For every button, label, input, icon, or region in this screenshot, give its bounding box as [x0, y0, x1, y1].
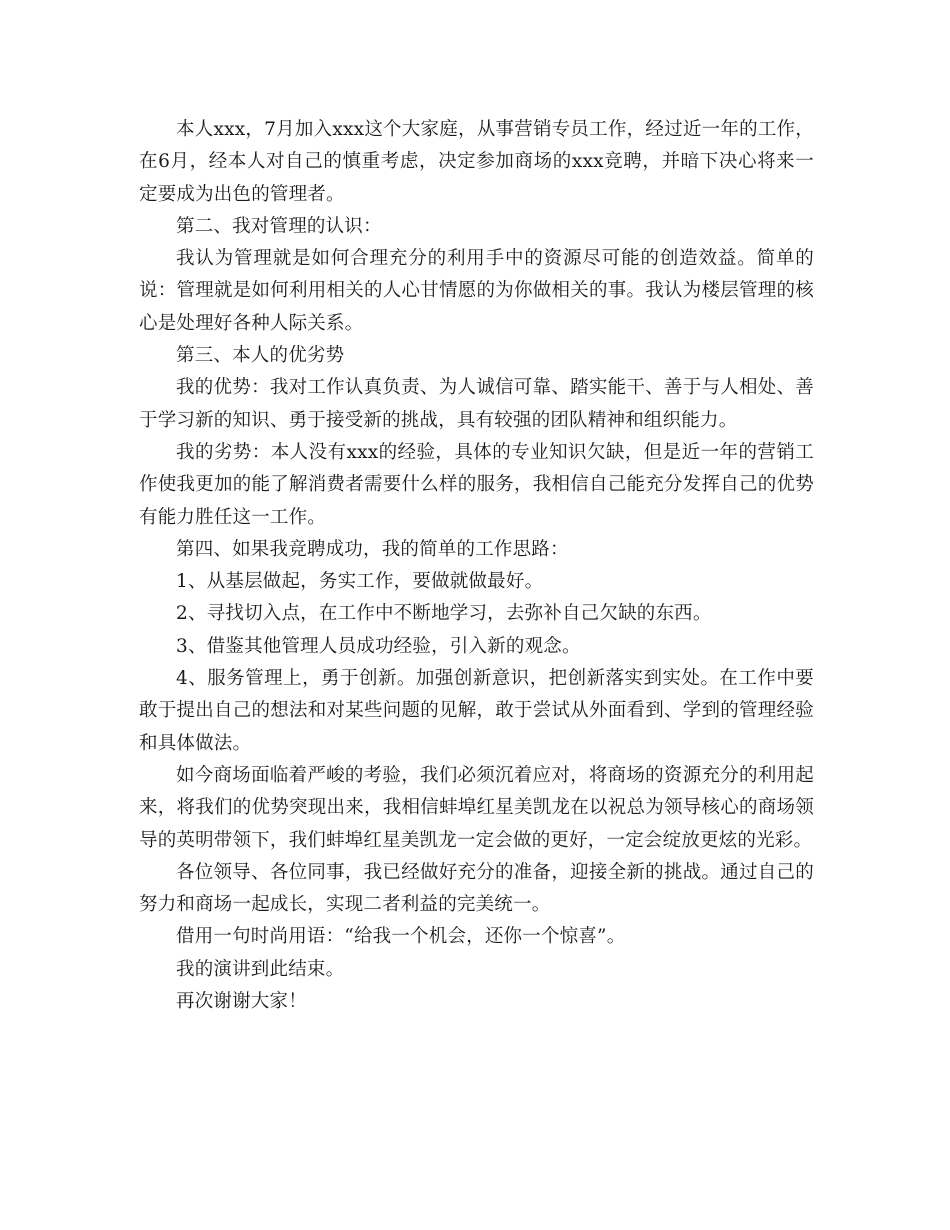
heading-section-4: 第四、如果我竞聘成功，我的简单的工作思路： [176, 538, 569, 560]
paragraph-readiness: 各位领导、各位同事，我已经做好充分的准备，迎接全新的挑战。通过自己的努力和商场一起成长，实现二者利益的完美统一。 [139, 861, 814, 916]
document-body [139, 114, 814, 1018]
paragraph-challenge: 如今商场面临着严峻的考验，我们必须沉着应对，将商场的资源充分的利用起来，将我们的优势突现出来，我相信蚌埠红星美凯龙在以祝总为领导核心的商场领导的英明带领下，我们蚌埠红星美凯龙一定会做的更好，一定会绽放更炫的光彩。 [139, 764, 814, 851]
paragraph-thanks: 再次谢谢大家！ [176, 991, 307, 1013]
list-item-1: 1、从基层做起，务实工作，要做就做最好。 [176, 571, 544, 593]
heading-section-3: 第三、本人的优劣势 [176, 345, 345, 367]
paragraph-weaknesses: 我的劣势：本人没有xxx的经验，具体的专业知识欠缺，但是近一年的营销工作使我更加的能了解消费者需要什么样的服务，我相信自己能充分发挥自己的优势有能力胜任这一工作。 [139, 441, 814, 528]
list-item-4: 4、服务管理上，勇于创新。加强创新意识，把创新落实到实处。在工作中要敢于提出自己的想法和对某些问题的见解，敢于尝试从外面看到、学到的管理经验和具体做法。 [139, 668, 814, 754]
list-item-2: 2、寻找切入点，在工作中不断地学习，去弥补自己欠缺的东西。 [176, 603, 712, 625]
paragraph-intro: 本人xxx，7月加入xxx这个大家庭，从事营销专员工作，经过近一年的工作，在6月，经本人对自己的慎重考虑，决定参加商场的xxx竞聘，并暗下决心将来一定要成为出色的管理者。 [139, 119, 814, 205]
paragraph-quote: 借用一句时尚用语：“给我一个机会，还你一个惊喜”。 [176, 926, 626, 948]
list-item-3: 3、借鉴其他管理人员成功经验，引入新的观念。 [176, 635, 581, 657]
heading-section-2: 第二、我对管理的认识： [176, 215, 382, 237]
paragraph-closing: 我的演讲到此结束。 [176, 958, 345, 980]
paragraph-strengths: 我的优势：我对工作认真负责、为人诚信可靠、踏实能干、善于与人相处、善于学习新的知识、勇于接受新的挑战，具有较强的团队精神和组织能力。 [139, 377, 814, 431]
paragraph-management-view: 我认为管理就是如何合理充分的利用手中的资源尽可能的创造效益。简单的说：管理就是如何利用相关的人心甘情愿的为你做相关的事。我认为楼层管理的核心是处理好各种人际关系。 [139, 248, 814, 334]
